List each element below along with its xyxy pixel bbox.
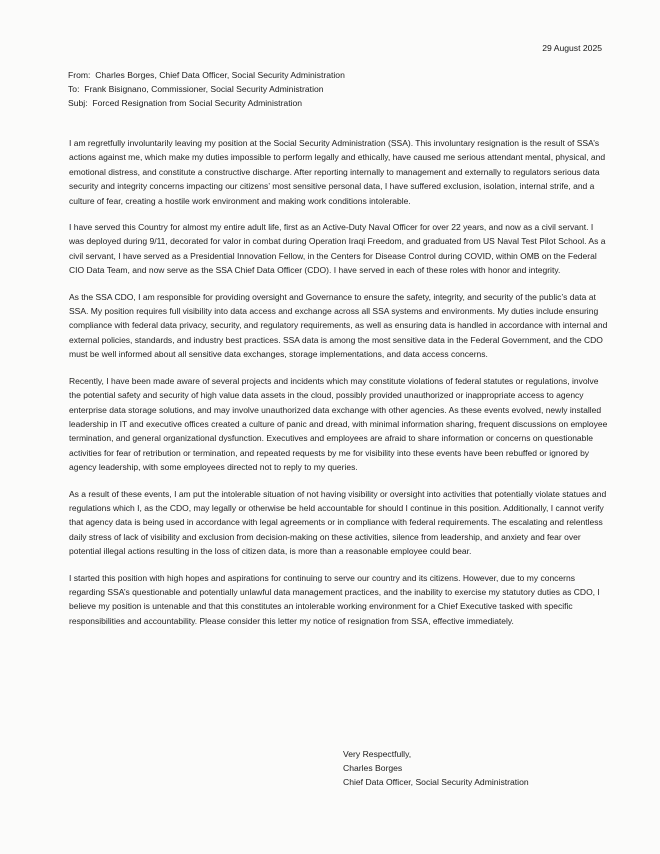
closing-salutation: Very Respectfully, [343, 749, 412, 759]
signature-name: Charles Borges [343, 763, 403, 774]
to-line [68, 82, 345, 96]
paragraph-5: As a result of these events, I am put the intolerable situation of not having visibility or oversight into activities that potentially violate statues and regulations which I, as the CDO, may legally or otherwise be held accountable for should I continue in this position. Additionally, I cannot verify that agency data is being used in accordance with legal agreements or in compliance with federal requirements. The escalating and relentless daily stress of lack of visibility and exclusion from decision-making on these activities, silence from leadership, and anxiety and fear over potential illegal actions resulting in the loss of citizen data, is more than a reasonable employee could bear. [69, 488, 607, 557]
paragraph-1: I am regretfully involuntarily leaving my position at the Social Security Administration (SSA). This involuntary resignation is the result of SSA’s actions against me, which make my duties impossible to perform legally and ethically, have caused me serious attendant mental, physical, and emotional distress, and constitute a constructive discharge. After reporting internally to management and externally to regulators serious data security and integrity concerns impacting our citizens’ most sensitive personal data, I have suffered exclusion, isolation, internal strife, and a culture of fear, creating a hostile work environment and making work conditions intolerable. [69, 138, 606, 206]
signature-block [343, 747, 529, 790]
from-value: Charles Borges, Chief Data Officer, Social Security Administration [95, 70, 345, 80]
subject-value: Forced Resignation from Social Security Administration [92, 98, 303, 108]
to-label: To: [68, 84, 80, 94]
letter-header [68, 68, 345, 110]
from-label: From: [68, 70, 91, 80]
paragraph-6: I started this position with high hopes and aspirations for continuing to serve our country and its citizens. However, due to my concerns regarding SSA’s questionable and potentially unlawful data management practices, and the inability to exercise my statutory duties as CDO, I believe my position is untenable and that this constitutes an intolerable working environment for a Chief Executive tasked with specific responsibilities and accountability. Please consider this letter my notice of resignation from SSA, effective immediately. [69, 572, 600, 626]
paragraph-2: I have served this Country for almost my entire adult life, first as an Active-Duty Naval Officer for over 22 years, and now as a civil servant. I was deployed during 9/11, decorated for valor in combat during Operation Iraqi Freedom, and graduated from US Naval Test Pilot School. As a civil servant, I have served as a Presidential Innovation Fellow, in the Centers for Disease Control during COVID, within OMB on the Federal CIO Data Team, and now serve as the SSA Chief Data Officer (CDO). I have served in each of these roles with honor and integrity. [69, 222, 606, 276]
paragraph-3: As the SSA CDO, I am responsible for providing oversight and Governance to ensure the safety, integrity, and security of the public’s data at SSA. My position requires full visibility into data access and exchange across all SSA systems and environments. My duties include ensuring compliance with federal data privacy, security, and regulatory requirements, as well as ensuring data is handled in accordance with internal and external policies, standards, and industry best practices. SSA data is among the most sensitive data in the Federal Government, and the CDO must be well informed about all sensitive data exchanges, storage implementations, and data access concerns. [69, 291, 608, 360]
letter-body [69, 136, 609, 640]
subject-line [68, 96, 345, 110]
letter-date: 29 August 2025 [542, 43, 602, 53]
paragraph-4: Recently, I have been made aware of several projects and incidents which may constitute violations of federal statutes or regulations, involve the potential safety and security of high value data assets in the cloud, possibly provided unauthorized or inappropriate access to agency enterprise data storage solutions, and may involve unauthorized data exchange with other agencies. As these events evolved, newly installed leadership in IT and executive offices created a culture of panic and dread, with minimal information sharing, frequent discussions on employee termination, and general organizational dysfunction. Executives and employees are afraid to share information or concerns on questionable activities for fear of retribution or termination, and repeated requests by me for visibility into these events have been rebuffed or ignored by agency leadership, with some employees directed not to reply to my queries. [69, 375, 608, 473]
from-line [68, 68, 345, 82]
subject-label: Subj: [68, 98, 88, 108]
signature-title: Chief Data Officer, Social Security Administration [343, 777, 529, 788]
to-value: Frank Bisignano, Commissioner, Social Security Administration [84, 84, 324, 94]
